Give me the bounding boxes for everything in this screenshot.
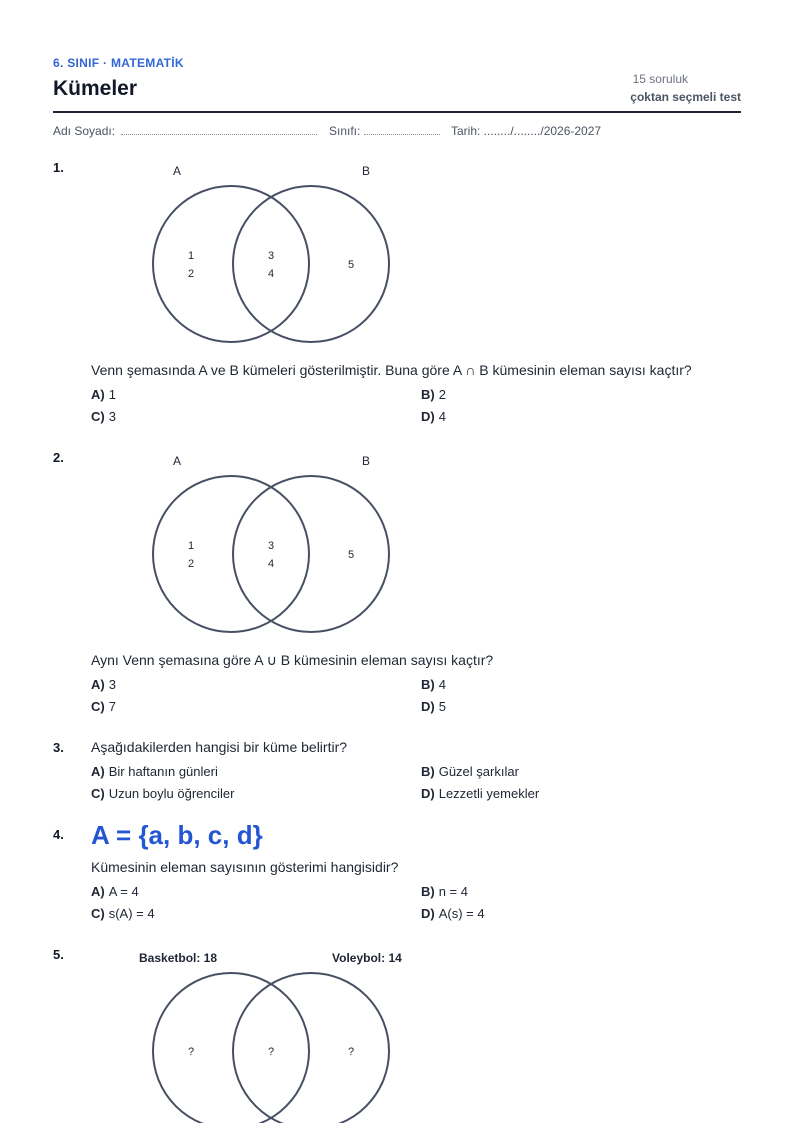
venn-label-a: A xyxy=(173,164,182,178)
venn-label-b: Voleybol: 14 xyxy=(332,951,402,965)
venn-label-a: A xyxy=(173,454,182,468)
option-letter: B) xyxy=(421,387,435,402)
venn-diagram xyxy=(140,450,400,635)
option-text: 4 xyxy=(438,409,446,424)
venn-diagram xyxy=(140,160,400,345)
venn-circle-b xyxy=(233,476,389,632)
option-letter: A) xyxy=(91,387,105,402)
venn-label-a: Basketbol: 18 xyxy=(139,951,218,965)
venn-element: 3 xyxy=(267,540,275,552)
venn-element: ? xyxy=(267,1046,275,1058)
option-d[interactable] xyxy=(421,409,446,424)
option-text: 1 xyxy=(108,387,116,402)
option-text: n = 4 xyxy=(438,884,468,899)
venn-element: ? xyxy=(347,1046,355,1058)
option-letter: A) xyxy=(91,764,105,779)
option-text: 3 xyxy=(108,677,116,692)
venn-element: 2 xyxy=(187,558,195,570)
question-number: 3. xyxy=(53,740,64,755)
question-number: 4. xyxy=(53,827,64,842)
question-text: Aşağıdakilerden hangisi bir küme belirtir? xyxy=(91,739,348,755)
option-d[interactable] xyxy=(421,699,446,714)
option-d[interactable] xyxy=(421,906,485,921)
option-a[interactable] xyxy=(91,884,139,899)
question-text: Aynı Venn şemasına göre A ∪ B kümesinin eleman sayısı kaçtır? xyxy=(91,652,494,668)
question-number: 5. xyxy=(53,947,64,962)
question-number: 1. xyxy=(53,160,64,175)
venn-element: 1 xyxy=(187,250,195,262)
option-text: 2 xyxy=(438,387,446,402)
class-blank[interactable] xyxy=(364,134,440,135)
option-text: Lezzetli yemekler xyxy=(438,786,540,801)
header-divider xyxy=(53,111,741,113)
venn-element: 5 xyxy=(347,259,355,271)
option-a[interactable] xyxy=(91,677,116,692)
option-text: A = 4 xyxy=(108,884,139,899)
option-text: 4 xyxy=(438,677,446,692)
name-blank[interactable] xyxy=(121,134,317,135)
venn-element: 4 xyxy=(267,268,275,280)
venn-element: 1 xyxy=(187,540,195,552)
option-letter: D) xyxy=(421,786,435,801)
option-c[interactable] xyxy=(91,409,116,424)
option-text: 3 xyxy=(108,409,116,424)
test-type: çoktan seçmeli test xyxy=(630,90,741,104)
option-text: 7 xyxy=(108,699,116,714)
venn-element: ? xyxy=(187,1046,195,1058)
venn-circle-b xyxy=(233,973,389,1123)
name-label: Adı Soyadı: xyxy=(53,124,116,138)
option-text: A(s) = 4 xyxy=(438,906,485,921)
option-c[interactable] xyxy=(91,786,234,801)
venn-element: 4 xyxy=(267,558,275,570)
option-letter: B) xyxy=(421,764,435,779)
option-a[interactable] xyxy=(91,764,218,779)
option-letter: C) xyxy=(91,409,105,424)
option-letter: A) xyxy=(91,677,105,692)
set-definition: A = {a, b, c, d} xyxy=(91,820,263,850)
option-b[interactable] xyxy=(421,764,519,779)
option-text: s(A) = 4 xyxy=(108,906,155,921)
question-count: 15 soruluk xyxy=(632,72,688,86)
question-text: Kümesinin eleman sayısının gösterimi hangisidir? xyxy=(91,859,399,875)
venn-diagram xyxy=(140,947,420,1123)
venn-circle-b xyxy=(233,186,389,342)
question-text: Venn şemasında A ve B kümeleri gösterilmiştir. Buna göre A ∩ B kümesinin eleman sayısı kaçtır? xyxy=(91,362,692,378)
option-letter: C) xyxy=(91,699,105,714)
option-d[interactable] xyxy=(421,786,539,801)
venn-element: 2 xyxy=(187,268,195,280)
page-title: Kümeler xyxy=(53,77,138,100)
option-c[interactable] xyxy=(91,699,116,714)
option-a[interactable] xyxy=(91,387,116,402)
venn-circle-a xyxy=(153,476,309,632)
option-text: 5 xyxy=(438,699,446,714)
venn-circle-a xyxy=(153,186,309,342)
option-text: Bir haftanın günleri xyxy=(108,764,218,779)
option-letter: B) xyxy=(421,677,435,692)
option-letter: D) xyxy=(421,409,435,424)
option-letter: C) xyxy=(91,906,105,921)
subject-label: 6. SINIF · MATEMATİK xyxy=(53,56,184,70)
option-letter: D) xyxy=(421,699,435,714)
venn-label-b: B xyxy=(362,164,371,178)
option-c[interactable] xyxy=(91,906,155,921)
venn-label-b: B xyxy=(362,454,371,468)
option-b[interactable] xyxy=(421,387,446,402)
date-label: Tarih: ......../......../2026-2027 xyxy=(451,124,602,138)
option-text: Güzel şarkılar xyxy=(438,764,519,779)
venn-circle-a xyxy=(153,973,309,1123)
option-b[interactable] xyxy=(421,677,446,692)
option-letter: D) xyxy=(421,906,435,921)
class-label: Sınıfı: xyxy=(329,124,361,138)
option-letter: C) xyxy=(91,786,105,801)
option-b[interactable] xyxy=(421,884,468,899)
option-letter: B) xyxy=(421,884,435,899)
venn-element: 5 xyxy=(347,549,355,561)
option-letter: A) xyxy=(91,884,105,899)
question-number: 2. xyxy=(53,450,64,465)
option-text: Uzun boylu öğrenciler xyxy=(108,786,235,801)
venn-element: 3 xyxy=(267,250,275,262)
